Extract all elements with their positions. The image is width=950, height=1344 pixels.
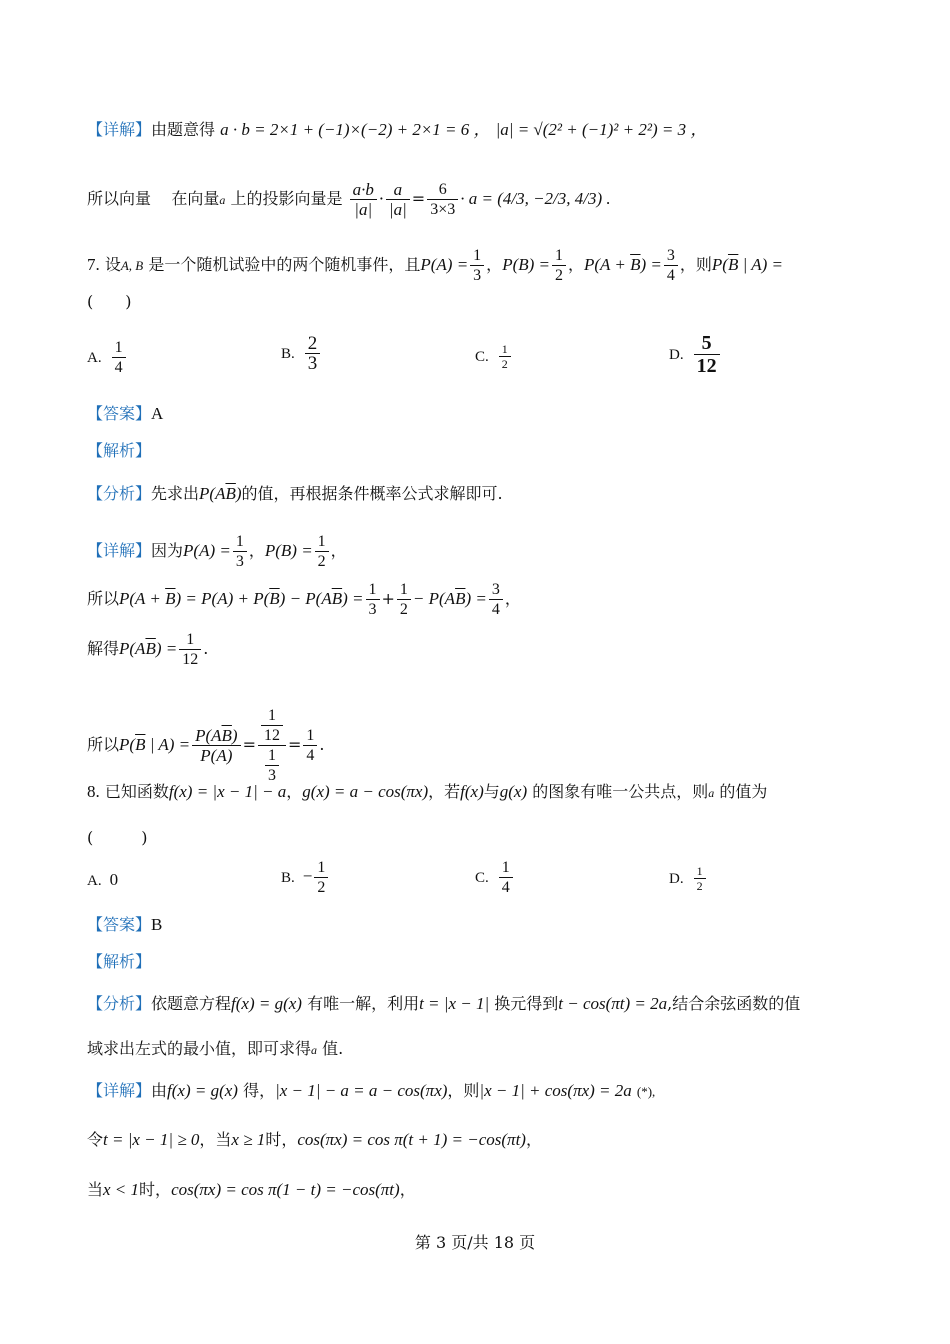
q8-fenxi-2: 域求出左式的最小值，即可求得a 值.	[87, 1039, 344, 1058]
option-label: D.	[669, 346, 684, 363]
q8-answer-value: B	[151, 915, 163, 934]
prev-detail-line	[87, 120, 707, 140]
q7-stem-b: 是一个随机试验中的两个随机事件，且	[148, 255, 421, 274]
option-label: B.	[281, 345, 295, 362]
detail-tag: 【详解】	[87, 541, 152, 560]
q7-step3: 所以$P(\overline{B}$ | A) = $\frac{P(A\overline{B})}{P(A)}$ = $\frac{\frac{1}{12}}{\frac{1}{3}}$ = $\frac{1}{4}$ .	[87, 707, 325, 784]
analysis-tag: 【解析】	[87, 952, 152, 971]
q8-jiexi	[87, 952, 151, 972]
q7-step2: 解得$P(A\overline{B})$ = $\frac{1}{12}$ .	[87, 631, 209, 668]
q8-option-c[interactable]: C. $\frac{1}{4}$	[475, 858, 515, 897]
q7-stem-a: 设	[104, 255, 121, 274]
q7-paren: ( )	[87, 292, 132, 311]
option-label: B.	[281, 869, 295, 886]
analysis-tag: 【解析】	[87, 441, 152, 460]
q7-detail: 【详解】因为P(A) = $\frac{1}{3}$ ，P(B) = $\frac{1}{2}$ ，	[87, 533, 347, 570]
q7-option-c[interactable]: C. $\frac{1}{2}$	[475, 342, 513, 371]
option-label: D.	[669, 870, 684, 887]
q7-option-d[interactable]: D. $\frac{5}{12}$	[669, 332, 722, 377]
detail-text: 由题意得	[151, 120, 216, 139]
projection-text-c: 上的投影向量是	[230, 189, 343, 208]
q8-detail: 【详解】由f(x) = g(x) 得，|x − 1| − a = a − cos(πx)，则|x − 1| + cos(πx) = 2a (*),	[87, 1081, 656, 1100]
q8-paren: ( )	[87, 828, 148, 847]
q7-option-a[interactable]: A. $\frac{1}{4}$	[87, 338, 128, 377]
option-label: A.	[87, 349, 102, 366]
q8-option-b[interactable]: B. − $\frac{1}{2}$	[281, 858, 330, 897]
fenxi-tag: 【分析】	[87, 484, 152, 503]
q8-number: 8.	[87, 782, 100, 801]
detail-tag: 【详解】	[87, 1081, 152, 1100]
q7-answer	[87, 404, 163, 424]
q7-number: 7.	[87, 255, 100, 274]
q8-when: 当x < 1时，cos(πx) = cos π(1 − t) = −cos(πt)，	[87, 1180, 416, 1199]
q7-events: A, B	[120, 258, 144, 273]
q8-stem: 8. 已知函数f(x) = |x − 1| − a，g(x) = a − cos(πx)，若f(x)与g(x) 的图象有唯一公共点，则a 的值为	[87, 782, 768, 801]
detail-tag: 【详解】	[87, 120, 152, 139]
projection-text-b: 在向量	[171, 189, 220, 208]
answer-tag: 【答案】	[87, 915, 152, 934]
projection-result: · a = (4/3, −2/3, 4/3) .	[460, 189, 611, 208]
fenxi-tag: 【分析】	[87, 994, 152, 1013]
option-label: C.	[475, 348, 489, 365]
q7-stem: 7. 设A, B 是一个随机试验中的两个随机事件，且P(A) = $\frac{1}{3}$ ，P(B) = $\frac{1}{2}$ ，$P(A + \overline{B})$ = $\frac{3}{4}$ ，则$P(\overline{B}$ | A) =	[87, 247, 783, 284]
q7-step1: 所以$P(A + \overline{B}) = P(A) + P(\overline{B}) - P(A\overline{B})$ = $\frac{1}{3}$ + $\frac{1}{2}$ − $P(A\overline{B})$ = $\frac{3}{4}$ ，	[87, 581, 521, 618]
projection-frac-2: $\frac{a}{|a|}$	[386, 180, 410, 219]
page-footer: 第 3 页/共 18 页	[414, 1233, 536, 1252]
dot-product-formula: a · b = 2×1 + (−1)×(−2) + 2×1 = 6 ，	[220, 120, 491, 139]
q7-option-b[interactable]: B. $\frac{2}{3}$	[281, 334, 322, 373]
projection-text-a: 所以向量	[87, 189, 152, 208]
q7-jiexi	[87, 441, 151, 461]
projection-frac-1: $\frac{a\cdot b}{|a|}$	[350, 180, 377, 219]
q7-stem-c: ，则	[679, 255, 712, 274]
q8-answer	[87, 915, 162, 935]
q8-let: 令t = |x − 1| ≥ 0，当x ≥ 1时，cos(πx) = cos π(t + 1) = −cos(πt)，	[87, 1130, 542, 1149]
q8-g: g(x) = a − cos(πx)	[302, 782, 429, 801]
q8-option-d[interactable]: D. $\frac{1}{2}$	[669, 864, 708, 893]
q7-answer-value: A	[151, 404, 164, 423]
option-label: A.	[87, 873, 102, 889]
answer-tag: 【答案】	[87, 404, 152, 423]
q8-f: f(x) = |x − 1| − a	[168, 782, 287, 801]
option-label: C.	[475, 869, 489, 886]
q8-option-a[interactable]: A. 0	[87, 870, 119, 889]
q8-fenxi-1: 【分析】依题意方程f(x) = g(x) 有唯一解，利用t = |x − 1| 换元得到t − cos(πt) = 2a,结合余弦函数的值	[87, 994, 801, 1013]
projection-line: 所以向量 在向量a 上的投影向量是 $\frac{a\cdot b}{|a|}$ · $\frac{a}{|a|}$ = $\frac{6}{3\times 3}$ · a = (4/3, −2/3, 4/3) .	[87, 180, 611, 219]
norm-formula: |a| = √(2² + (−1)² + 2²) = 3 ，	[495, 120, 708, 139]
projection-frac-3: $\frac{6}{3\times 3}$	[427, 180, 458, 219]
q7-fenxi: 【分析】先求出$P(A\overline{B})$的值，再根据条件概率公式求解即可.	[87, 484, 503, 503]
